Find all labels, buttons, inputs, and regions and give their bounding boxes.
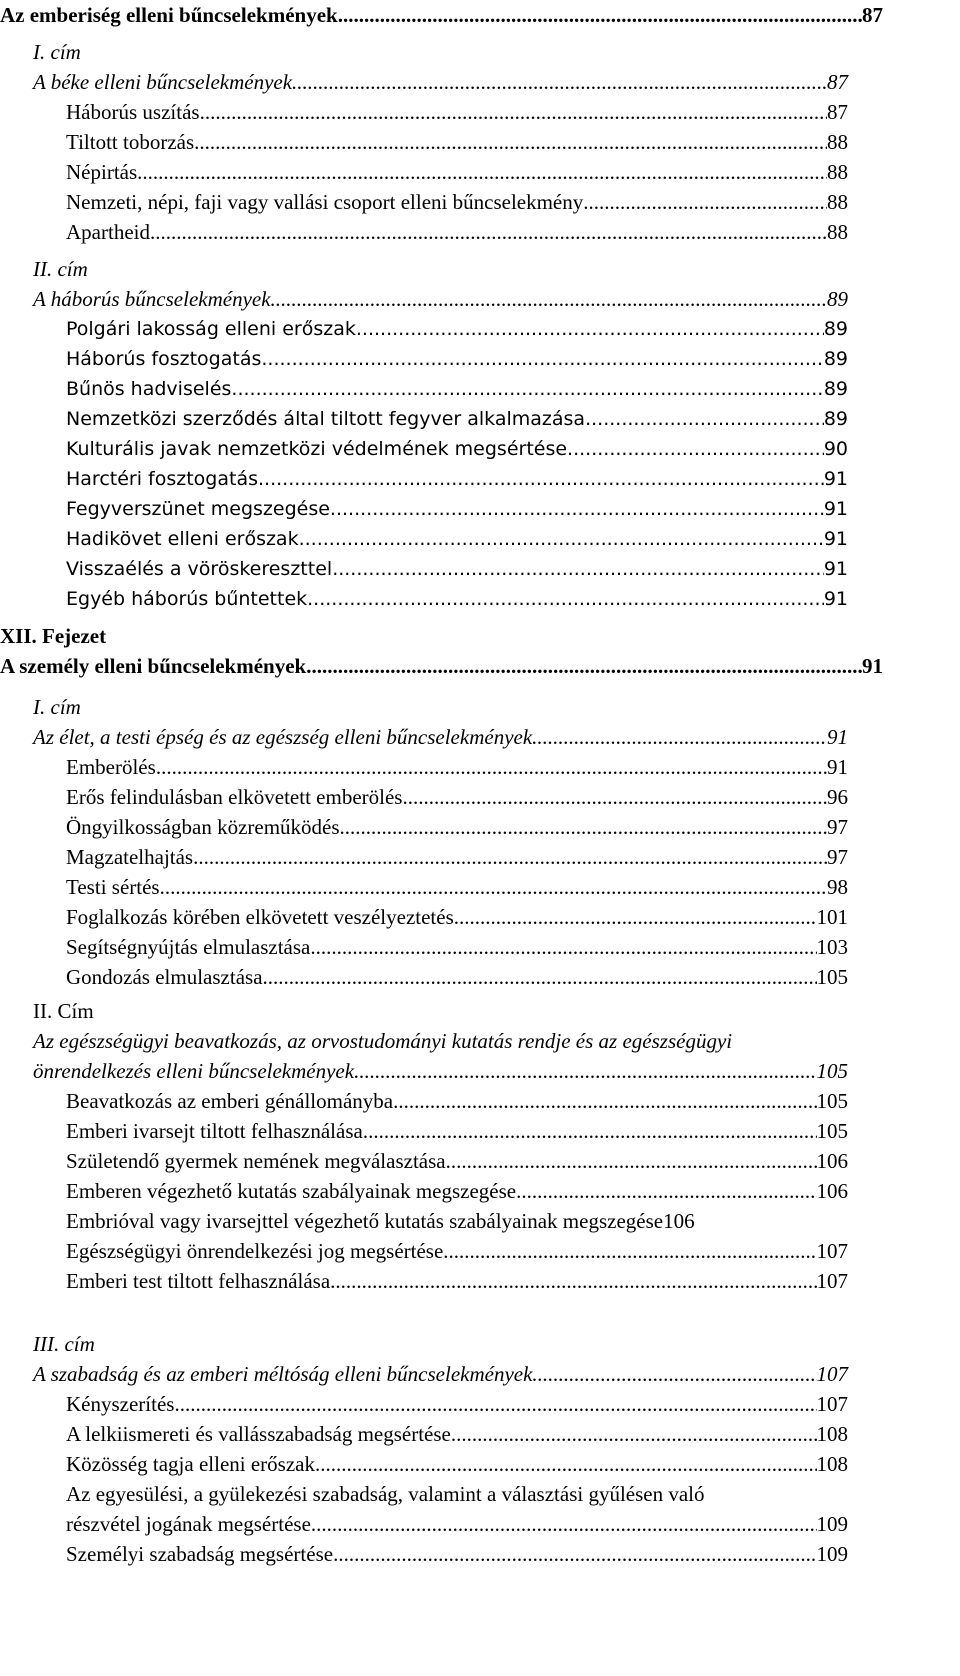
toc-entry-page: 87 xyxy=(827,70,848,94)
dot-leader xyxy=(356,314,824,344)
toc-entry-title: Egészségügyi önrendelkezési jog megsértése xyxy=(66,1239,444,1263)
toc-entry-title: Emberölés xyxy=(66,755,156,779)
toc-entry-title: Fegyverszünet megszegése xyxy=(66,498,330,520)
toc-entry xyxy=(66,1539,848,1569)
toc-entry-page: 89 xyxy=(823,318,848,340)
toc-entry-page: 106 xyxy=(816,1149,848,1173)
toc-entry-title: Hadikövet elleni erőszak xyxy=(66,528,299,550)
dot-leader xyxy=(194,127,827,157)
dot-leader xyxy=(258,464,824,494)
toc-heading: Embrióval vagy ivarsejttel végezhető kutatás szabályainak megszegése106 xyxy=(66,1209,695,1233)
toc-entry xyxy=(66,344,848,374)
toc-entry-title: Bűnös hadviselés xyxy=(66,378,232,400)
toc-entry-title: Közösség tagja elleni erőszak xyxy=(66,1452,315,1476)
toc-entry-title: Harctéri fosztogatás xyxy=(66,468,258,490)
dot-leader xyxy=(306,651,862,681)
toc-entry-title: Az élet, a testi épség és az egészség elleni bűncselekmények xyxy=(33,725,533,749)
toc-entry xyxy=(66,752,848,782)
toc-entry-title: A lelkiismereti és vallásszabadság megsértése xyxy=(66,1422,451,1446)
dot-leader xyxy=(137,157,827,187)
toc-entry xyxy=(66,1176,848,1206)
toc-entry-title: A személy elleni bűncselekmények xyxy=(0,654,307,678)
toc-entry xyxy=(66,1266,848,1296)
toc-entry-title: Apartheid xyxy=(66,220,150,244)
toc-entry-title: Visszaélés a vöröskereszttel xyxy=(66,558,333,580)
dot-leader xyxy=(338,0,862,30)
toc-entry-title: Kényszerítés xyxy=(66,1392,175,1416)
dot-leader xyxy=(393,1086,816,1116)
toc-entry-page: 97 xyxy=(827,845,848,869)
toc-entry-title: Öngyilkosságban közreműködés xyxy=(66,815,340,839)
dot-leader xyxy=(402,782,827,812)
toc-entry-page: 88 xyxy=(827,130,848,154)
toc-entry-title: Háborús uszítás xyxy=(66,100,200,124)
toc-entry-page: 91 xyxy=(823,588,848,610)
toc-entry xyxy=(66,494,848,524)
dot-leader xyxy=(271,284,827,314)
toc-entry-page: 91 xyxy=(823,528,848,550)
dot-leader xyxy=(567,434,824,464)
toc-entry-page: 89 xyxy=(827,287,848,311)
toc-entry xyxy=(66,1086,848,1116)
dot-leader xyxy=(261,344,823,374)
dot-leader xyxy=(263,962,817,992)
toc-entry-page: 89 xyxy=(823,348,848,370)
toc-entry xyxy=(66,1116,848,1146)
toc-entry-page: 107 xyxy=(816,1269,848,1293)
dot-leader xyxy=(451,1419,817,1449)
toc-entry-page: 87 xyxy=(862,3,883,27)
toc-entry-title: Segítségnyújtás elmulasztása xyxy=(66,935,311,959)
dot-leader xyxy=(333,1539,816,1569)
toc-entry-page: 91 xyxy=(823,468,848,490)
toc-entry xyxy=(66,902,848,932)
toc-entry-page: 96 xyxy=(827,785,848,809)
toc-entry xyxy=(33,722,848,752)
dot-leader xyxy=(516,1176,816,1206)
toc-entry xyxy=(66,1419,848,1449)
dot-leader xyxy=(193,842,827,872)
toc-entry xyxy=(66,554,848,584)
toc-entry-title: részvétel jogának megsértése xyxy=(66,1512,311,1536)
toc-entry xyxy=(66,434,848,464)
toc-entry-page: 105 xyxy=(816,1119,848,1143)
toc-entry xyxy=(66,464,848,494)
toc-entry-title: Népirtás xyxy=(66,160,138,184)
toc-entry-title: Egyéb háborús bűntettek xyxy=(66,588,308,610)
toc-entry-title: A háborús bűncselekmények xyxy=(33,287,271,311)
toc-entry-page: 91 xyxy=(827,755,848,779)
toc-entry-title: Erős felindulásban elkövetett emberölés xyxy=(66,785,403,809)
toc-entry-page: 91 xyxy=(827,725,848,749)
dot-leader xyxy=(311,1509,817,1539)
toc-entry xyxy=(66,1509,848,1539)
toc-entry-page: 105 xyxy=(816,1089,848,1113)
toc-entry-title: Kulturális javak nemzetközi védelmének megsértése xyxy=(66,438,568,460)
dot-leader xyxy=(330,494,824,524)
toc-heading: II. cím xyxy=(33,257,88,281)
toc-heading: Az egyesülési, a gyülekezési szabadság, valamint a választási gyűlésen való xyxy=(66,1482,705,1506)
dot-leader xyxy=(446,1146,817,1176)
toc-entry xyxy=(66,1236,848,1266)
toc-entry xyxy=(33,67,848,97)
dot-leader xyxy=(332,554,824,584)
toc-entry-page: 89 xyxy=(823,408,848,430)
toc-entry-page: 105 xyxy=(816,1059,848,1083)
toc-entry-page: 88 xyxy=(827,220,848,244)
toc-entry-title: Személyi szabadság megsértése xyxy=(66,1542,334,1566)
toc-entry xyxy=(33,284,848,314)
toc-heading: XII. Fejezet xyxy=(0,624,107,648)
toc-entry-page: 106 xyxy=(816,1179,848,1203)
toc-entry-page: 91 xyxy=(862,654,883,678)
toc-heading: III. cím xyxy=(33,1332,95,1356)
toc-entry-title: Magzatelhajtás xyxy=(66,845,194,869)
toc-entry xyxy=(66,584,848,614)
toc-entry-title: Tiltott toborzás xyxy=(66,130,195,154)
toc-entry-page: 109 xyxy=(816,1512,848,1536)
toc-entry xyxy=(66,812,848,842)
toc-entry-page: 107 xyxy=(816,1362,848,1386)
dot-leader xyxy=(307,584,824,614)
dot-leader xyxy=(532,722,827,752)
toc-entry xyxy=(66,1449,848,1479)
toc-entry-page: 88 xyxy=(827,190,848,214)
dot-leader xyxy=(443,1236,816,1266)
toc-entry-page: 88 xyxy=(827,160,848,184)
toc-entry-page: 105 xyxy=(816,965,848,989)
toc-entry xyxy=(0,0,883,30)
dot-leader xyxy=(532,1359,816,1389)
toc-entry xyxy=(33,1359,848,1389)
toc-entry-title: Születendő gyermek nemének megválasztása xyxy=(66,1149,446,1173)
toc-heading: I. cím xyxy=(33,40,81,64)
toc-entry xyxy=(0,651,883,681)
dot-leader xyxy=(354,1056,816,1086)
dot-leader xyxy=(585,404,824,434)
toc-heading: I. cím xyxy=(33,695,81,719)
toc-entry xyxy=(66,404,848,434)
toc-entry-title: Emberi ivarsejt tiltott felhasználása xyxy=(66,1119,363,1143)
toc-entry-page: 91 xyxy=(823,558,848,580)
toc-entry xyxy=(66,782,848,812)
dot-leader xyxy=(315,1449,817,1479)
toc-entry xyxy=(66,1389,848,1419)
dot-leader xyxy=(231,374,823,404)
dot-leader xyxy=(156,752,827,782)
dot-leader xyxy=(454,902,817,932)
dot-leader xyxy=(310,932,816,962)
dot-leader xyxy=(340,812,827,842)
toc-entry-page: 108 xyxy=(816,1422,848,1446)
toc-entry-title: Beavatkozás az emberi génállományba xyxy=(66,1089,394,1113)
toc-entry-title: A béke elleni bűncselekmények xyxy=(33,70,293,94)
toc-entry xyxy=(66,524,848,554)
toc-entry xyxy=(66,157,848,187)
toc-entry xyxy=(66,187,848,217)
toc-entry xyxy=(33,1056,848,1086)
toc-heading: Az egészségügyi beavatkozás, az orvostudományi kutatás rendje és az egészségügyi xyxy=(33,1029,733,1053)
toc-entry-title: Gondozás elmulasztása xyxy=(66,965,263,989)
toc-entry-title: Testi sértés xyxy=(66,875,160,899)
toc-entry-title: Emberi test tiltott felhasználása xyxy=(66,1269,331,1293)
toc-entry-page: 90 xyxy=(823,438,848,460)
toc-entry xyxy=(66,374,848,404)
dot-leader xyxy=(150,217,827,247)
toc-entry xyxy=(66,872,848,902)
toc-entry-page: 98 xyxy=(827,875,848,899)
toc-entry-page: 109 xyxy=(816,1542,848,1566)
dot-leader xyxy=(292,67,827,97)
toc-entry-title: önrendelkezés elleni bűncselekmények xyxy=(33,1059,355,1083)
toc-entry-page: 91 xyxy=(823,498,848,520)
toc-entry-title: Nemzetközi szerződés által tiltott fegyver alkalmazása xyxy=(66,408,586,430)
toc-entry xyxy=(66,97,848,127)
toc-entry-title: Nemzeti, népi, faji vagy vallási csoport elleni bűncselekmény xyxy=(66,190,584,214)
dot-leader xyxy=(299,524,824,554)
toc-entry xyxy=(66,314,848,344)
dot-leader xyxy=(160,872,827,902)
toc-entry-title: Emberen végezhető kutatás szabályainak megszegése xyxy=(66,1179,517,1203)
toc-entry xyxy=(66,962,848,992)
toc-entry xyxy=(66,127,848,157)
toc-entry xyxy=(66,1146,848,1176)
dot-leader xyxy=(174,1389,816,1419)
toc-entry-title: A szabadság és az emberi méltóság elleni bűncselekmények xyxy=(33,1362,533,1386)
dot-leader xyxy=(200,97,827,127)
toc-entry-title: Háborús fosztogatás xyxy=(66,348,262,370)
toc-heading: II. Cím xyxy=(33,999,94,1023)
dot-leader xyxy=(363,1116,817,1146)
toc-entry-page: 97 xyxy=(827,815,848,839)
toc-entry-page: 89 xyxy=(823,378,848,400)
toc-entry-title: Polgári lakosság elleni erőszak xyxy=(66,318,356,340)
toc-entry-page: 87 xyxy=(827,100,848,124)
dot-leader xyxy=(583,187,827,217)
dot-leader xyxy=(330,1266,816,1296)
toc-entry xyxy=(66,842,848,872)
toc-entry-title: Foglalkozás körében elkövetett veszélyeztetés xyxy=(66,905,454,929)
toc-entry xyxy=(66,217,848,247)
toc-entry-page: 107 xyxy=(816,1392,848,1416)
toc-entry-page: 101 xyxy=(816,905,848,929)
toc-entry-page: 108 xyxy=(816,1452,848,1476)
toc-entry-title: Az emberiség elleni bűncselekmények xyxy=(0,3,338,27)
toc-entry-page: 103 xyxy=(816,935,848,959)
toc-entry xyxy=(66,932,848,962)
toc-entry-page: 107 xyxy=(816,1239,848,1263)
